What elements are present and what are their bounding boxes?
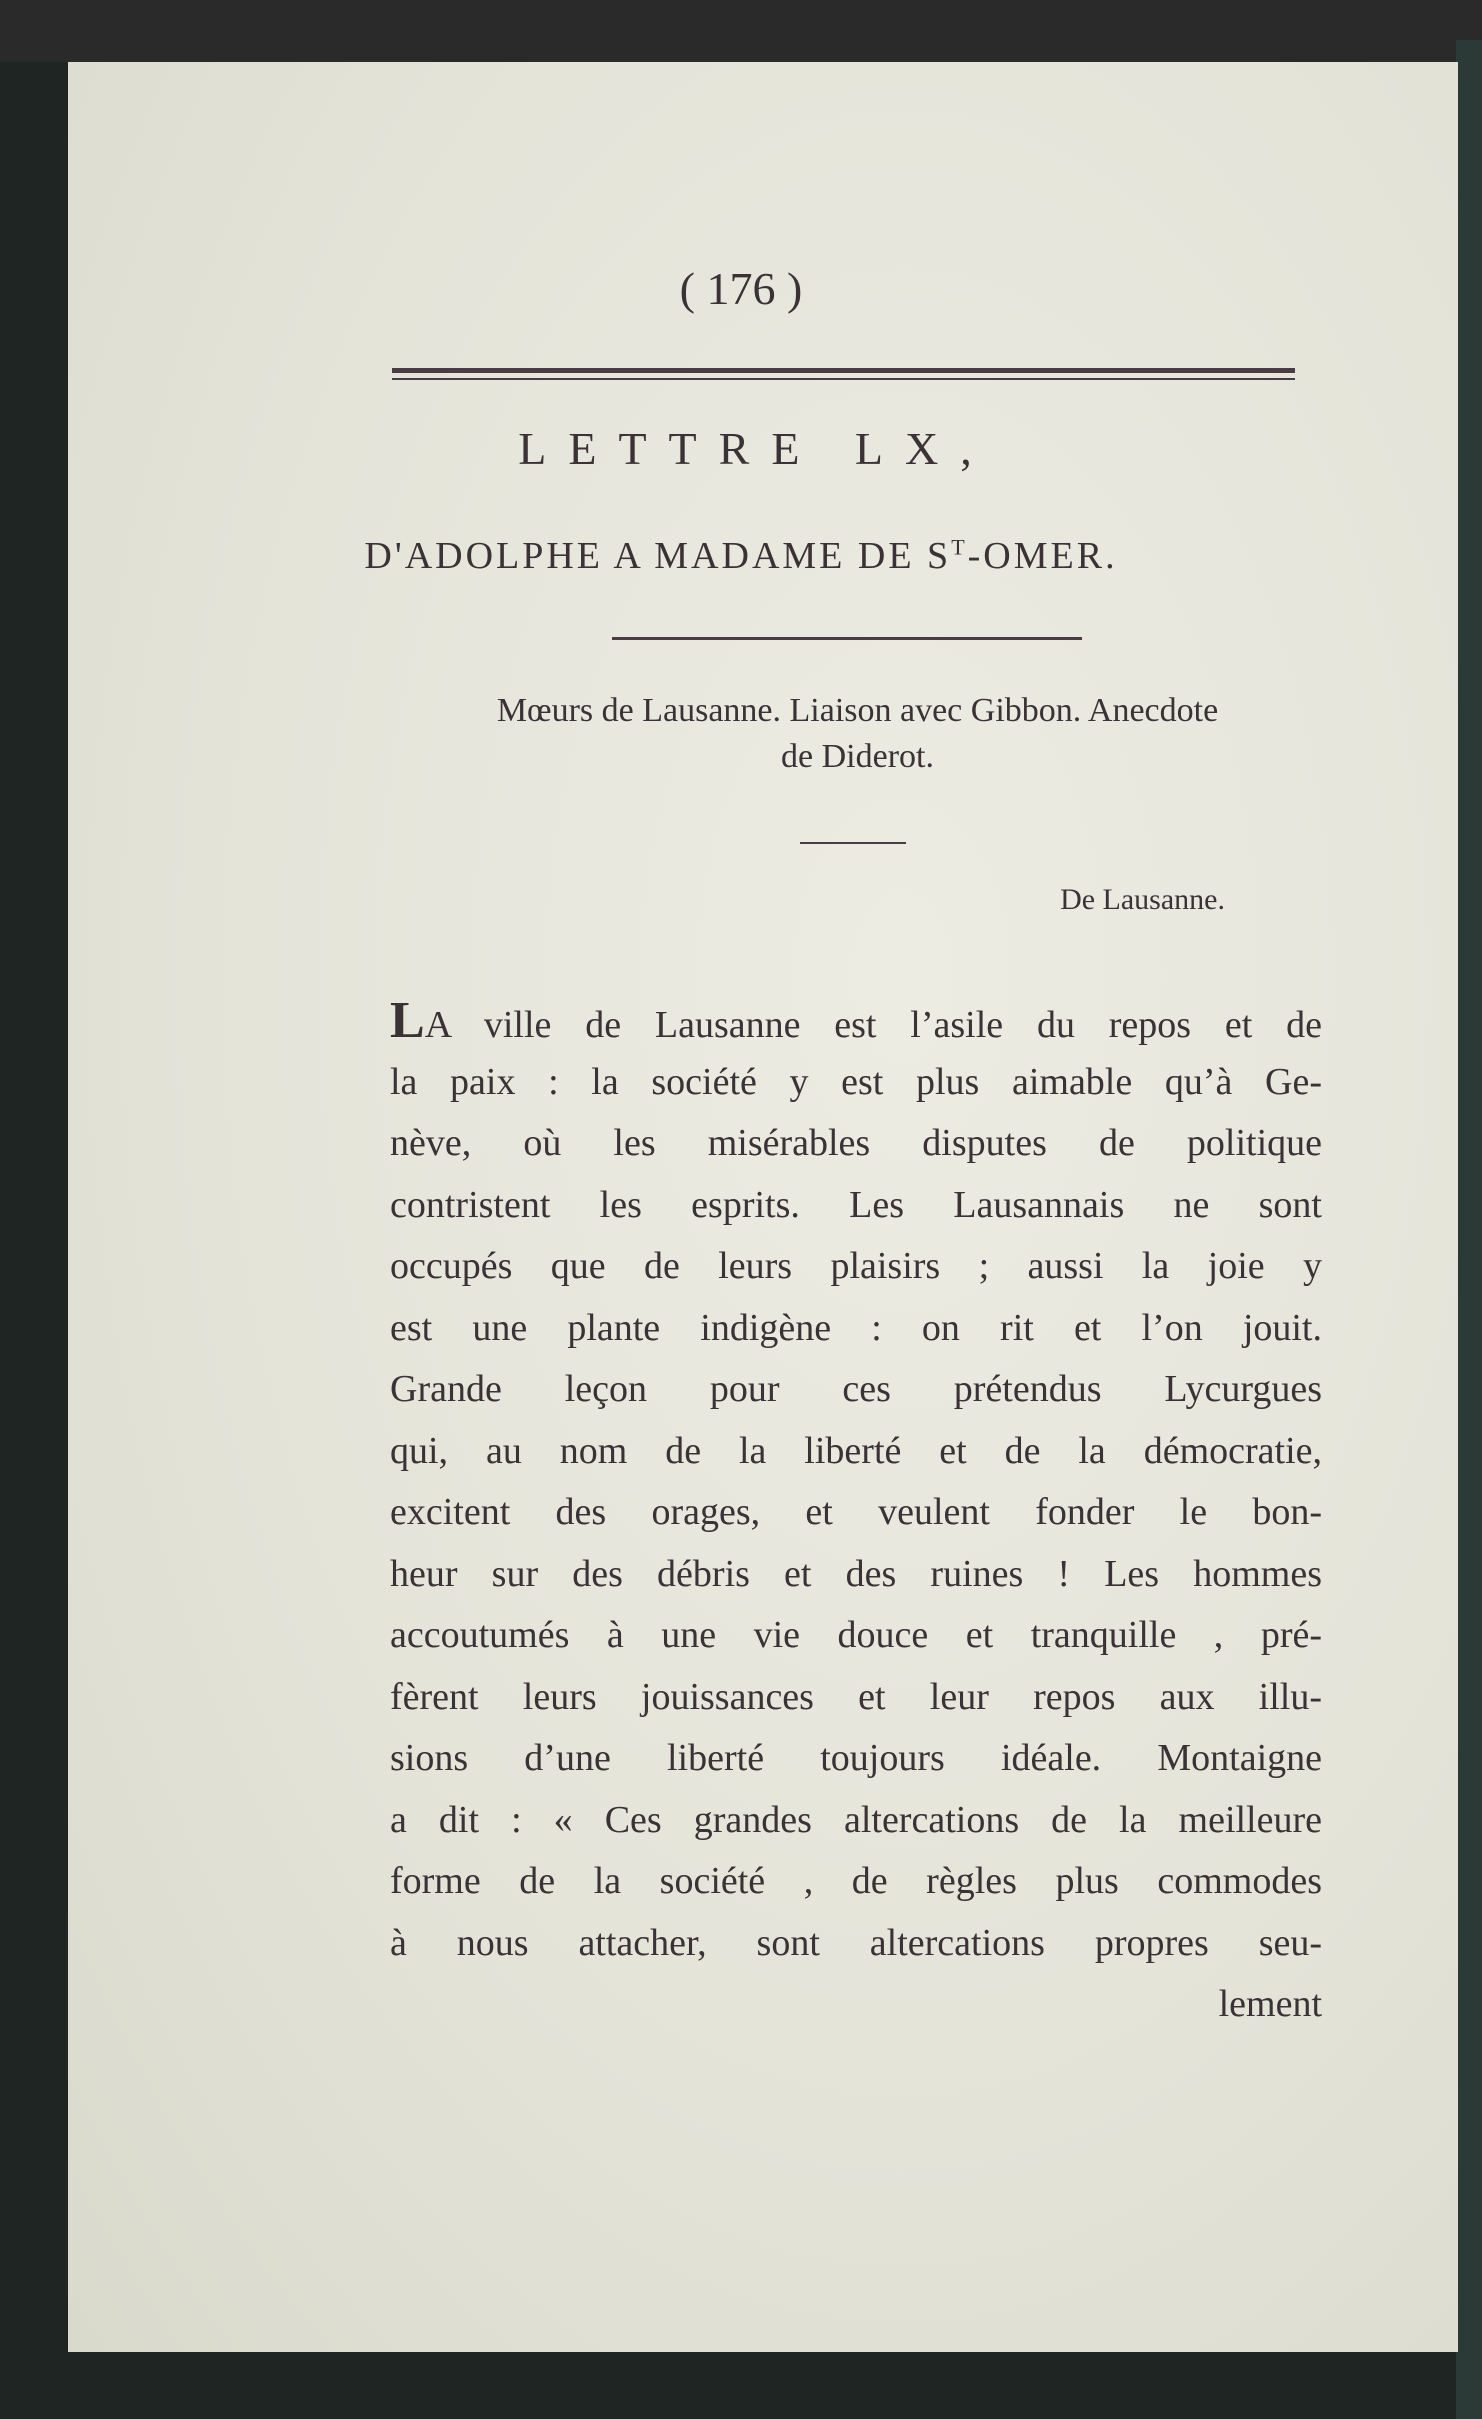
summary-line: de Diderot. (781, 738, 934, 775)
letter-body (390, 990, 1322, 2036)
summary-separator-rule (800, 842, 906, 844)
addressee-suffix: -OMER. (967, 535, 1118, 577)
letter-addressee (0, 534, 1482, 578)
summary-line: Mœurs de Lausanne. Liaison avec Gibbon. Anecdote (496, 692, 1219, 729)
body-line: sions d’une liberté toujours idéale. Montaigne (390, 1737, 1322, 1779)
body-line: la paix : la société y est plus aimable qu’à Ge- (390, 1060, 1322, 1103)
header-double-rule-bottom (392, 378, 1295, 380)
body-line: accoutumés à une vie douce et tranquille , pré- (390, 1614, 1322, 1656)
letter-summary (390, 688, 1325, 780)
addressee-superscript: T (951, 534, 968, 560)
letter-place: De Lausanne. (1060, 883, 1225, 916)
body-line: excitent des orages, et veulent fonder le bon- (390, 1491, 1322, 1533)
body-line: occupés que de leurs plaisirs ; aussi la joie y (390, 1245, 1322, 1287)
scan-top-border (0, 0, 1482, 62)
first-line-text: A ville de Lausanne est l’asile du repos et de (424, 1004, 1322, 1046)
header-double-rule-top (392, 368, 1295, 373)
page-number: ( 176 ) (679, 263, 803, 314)
body-line: est une plante indigène : on rit et l’on jouit. (390, 1306, 1322, 1349)
title-separator-rule (612, 637, 1082, 640)
body-line: a dit : « Ces grandes altercations de la meilleure (390, 1798, 1322, 1841)
letter-title: LETTRE LX, (518, 423, 994, 474)
body-line: forme de la société , de règles plus commodes (390, 1860, 1322, 1902)
drop-cap: L (390, 992, 425, 1049)
body-line: nève, où les misérables disputes de politique (390, 1122, 1322, 1164)
catchword: lement (1218, 1983, 1322, 2025)
body-line: heur sur des débris et des ruines ! Les hommes (390, 1552, 1322, 1595)
body-line: Grande leçon pour ces prétendus Lycurgues (390, 1368, 1322, 1410)
scan-right-edge (1456, 40, 1482, 2419)
body-line: qui, au nom de la liberté et de la démocratie, (390, 1429, 1322, 1472)
addressee-prefix: D'ADOLPHE A MADAME DE S (364, 535, 952, 577)
body-line: à nous attacher, sont altercations propres seu- (390, 1921, 1322, 1964)
body-line (390, 990, 1322, 1052)
body-line: fèrent leurs jouissances et leur repos aux illu- (390, 1675, 1322, 1718)
body-line: contristent les esprits. Les Lausannais ne sont (390, 1183, 1322, 1226)
